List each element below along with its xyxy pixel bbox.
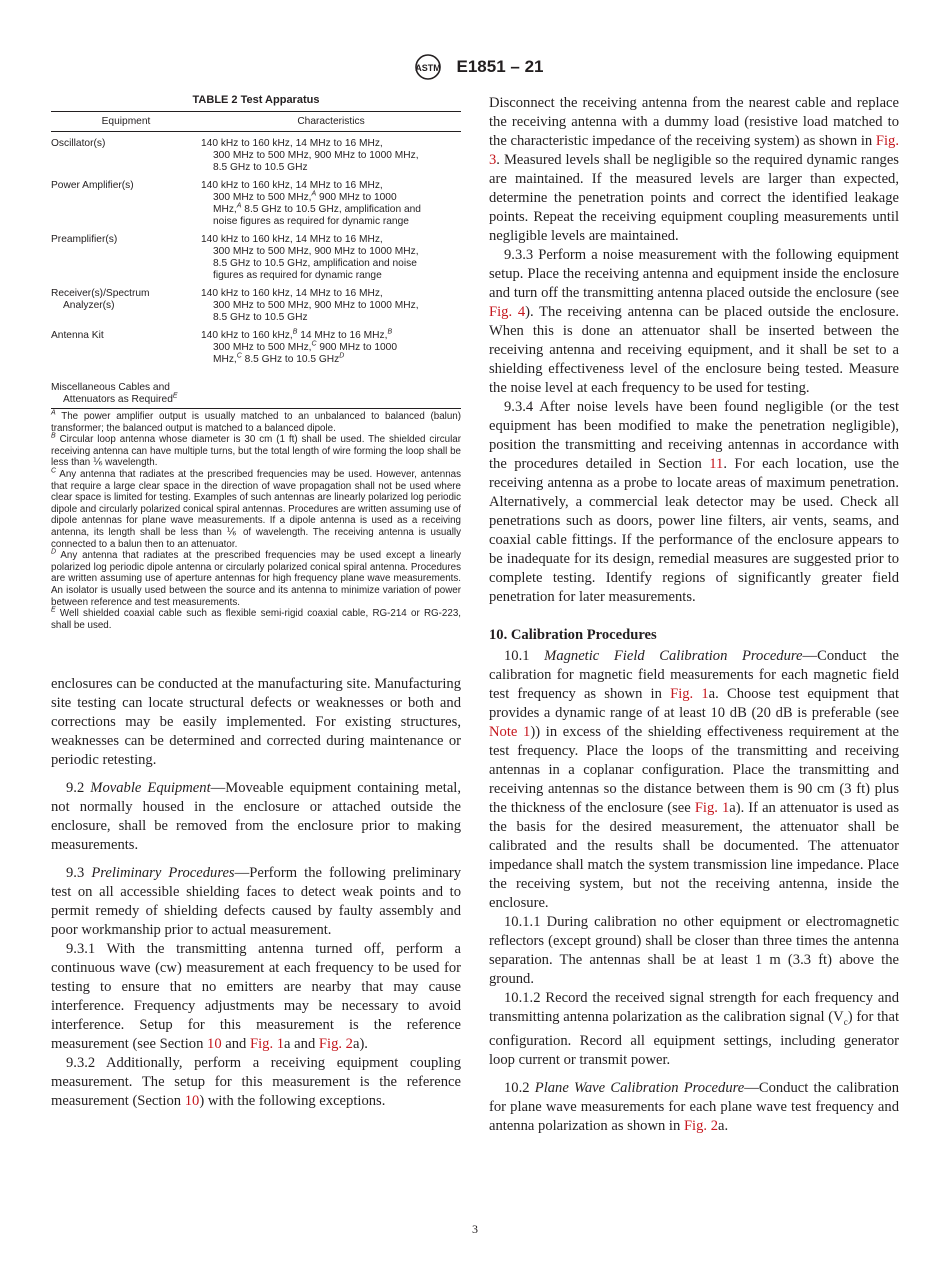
page-number: 3	[472, 1222, 478, 1236]
char-line: 140 kHz to 160 kHz, 14 MHz to 16 MHz,	[201, 138, 383, 149]
footnote-ref: B	[292, 328, 298, 336]
char-line: 8.5 GHz to 10.5 GHz	[213, 162, 308, 173]
footnote-ref: E	[172, 392, 178, 400]
char-line: 140 kHz to 160 kHz, 14 MHz to 16 MHz,	[201, 234, 383, 245]
paragraph-text: —Conduct the calibration for plane wave measurements for each plane wave test frequency and antenna polarization as shown in	[489, 1079, 900, 1134]
paragraph-text: Disconnect the receiving antenna from the nearest cable and replace the receiving antenna with a dummy load (resistive load matched to the characteristic impedance of the receiving system) as shown in	[489, 95, 899, 149]
paragraph-text: 9.3.4 After noise levels have been found negligible (or the test equipment has been modified to make the penetration negligible), position the transmitting and receiving antennas in accordance with the procedures detailed in Section	[489, 399, 899, 472]
paragraph-text: ). The receiving antenna can be placed outside the enclosure. When this is done an attenuator shall be inserted between the receiving antenna and receiving equipment, and it shall be set to a shielding effectiveness level of the enclosure being tested. Measure the noise level at each frequency to be used for testing.	[489, 304, 899, 396]
column-header-characteristics: Characteristics	[201, 112, 461, 132]
footnote-ref: A	[311, 190, 317, 198]
paragraph-text: a). If an attenuator is used as the basis for the desired measurement, the attenuator shall be calibrated and the results shall be documented. The attenuator impedance shall match the system transmission line impedance. Place the receiving system, but not the receiving antenna, inside the enclosure.	[489, 800, 900, 911]
footnote	[51, 434, 461, 469]
section-title: Preliminary Procedures	[91, 865, 235, 882]
equipment-name: Receiver(s)/Spectrum	[51, 288, 150, 299]
footnote-mark: E	[51, 606, 56, 614]
table-row	[51, 174, 461, 228]
paragraph-9-3-4	[489, 398, 899, 607]
char-line: 140 kHz to 160 kHz, 14 MHz to 16 MHz,	[201, 180, 383, 191]
equipment-name: Miscellaneous Cables and	[51, 382, 170, 393]
paragraph-text: )) in excess of the shielding effectiveness requirement at the test frequency. Place the loops of the transmitting and receiving antennas in a coplanar configuration. Place the transmitting and receiving antennas so the distance between them is 90 cm (3 ft) plus the thickness of the enclosure (see	[489, 724, 899, 816]
char-line: 140 kHz to 160 kHz,	[201, 330, 293, 341]
table-row	[51, 228, 461, 282]
table-row	[51, 324, 461, 366]
footnote-text: Circular loop antenna whose diameter is 30 cm (1 ft) shall be used. The shielded circular receiving antenna can have multiple turns, but the total length of wire forming the loop shall be less than ⅙ wavelength.	[51, 434, 461, 469]
paragraph-10-1-1: 10.1.1 During calibration no other equipment or electromagnetic reflectors (except ground) shall be closer than three times the antenna separation. The antennas shall be at least 1 m (3.3 ft) above the ground.	[489, 914, 899, 987]
paragraph-text: a and	[284, 1036, 319, 1053]
left-body-text	[51, 675, 461, 1111]
paragraph-9-3-2	[51, 1054, 461, 1111]
footnote-text: Any antenna that radiates at the prescribed frequencies may be used. However, antennas that require a large clear space in the direction of wave propagation shall not be used where clear space is limited for testing. Examples of such antennas are linearly polarized log periodic dipole and circularly polarized conical spiral antennas. Procedures are written assuming use of dipole antennas for plane wave measurements. If a dipole antenna is used as a receiving antenna, its length shall be less than ⅙ of wavelength. The receiving antenna is usually connected to a balun then to an attenuator.	[51, 468, 461, 550]
char-line: 900 MHz to 1000	[316, 342, 398, 353]
table-footnotes	[51, 411, 461, 631]
footnote-ref: C	[236, 352, 242, 360]
paragraph-text: . Measured levels shall be negligible so the required dynamic ranges are maintained. If the measured levels are larger than expected, determine the penetration points and correct the identified leakage points. Repeat the receiving equipment coupling measurements until negligible levels are maintained.	[489, 152, 899, 244]
section-number: 10.1	[504, 648, 545, 664]
paragraph-10-2	[489, 1079, 899, 1136]
footnote-ref: C	[311, 340, 317, 348]
footnote-mark: D	[51, 548, 57, 556]
char-line: figures as required for dynamic range	[213, 270, 382, 281]
char-line: 14 MHz to 16 MHz,	[297, 330, 388, 341]
section-title: Magnetic Field Calibration Procedure	[544, 648, 803, 664]
section-number: 10.2	[504, 1079, 535, 1096]
paragraph-10-1	[489, 647, 899, 913]
standard-designation: E1851 – 21	[456, 57, 544, 76]
paragraph-text: —Perform the following preliminary test on all accessible shielding faces to detect weak points and to permit remedy of shielding defects caused by faulty assembly and poor workmanship prior to actual measurement.	[51, 865, 461, 939]
figure-link[interactable]: Fig. 1	[694, 800, 730, 816]
footnote-ref: D	[339, 352, 345, 360]
paragraph-text: 9.3.2 Additionally, perform a receiving equipment coupling measurement. The setup for this measurement is the reference measurement (Section	[51, 1055, 461, 1110]
note-link[interactable]: Note 1	[489, 724, 531, 740]
section-heading: 10. Calibration Procedures	[489, 627, 657, 643]
footnote-mark: A	[51, 409, 56, 417]
subscript: c	[843, 1016, 848, 1027]
char-line: 300 MHz to 500 MHz,	[213, 342, 312, 353]
char-line: 140 kHz to 160 kHz, 14 MHz to 16 MHz,	[201, 288, 383, 299]
figure-link[interactable]: Fig. 2	[683, 1117, 718, 1134]
footnote	[51, 550, 461, 608]
char-line: noise figures as required for dynamic range	[213, 216, 409, 227]
page-header	[0, 54, 950, 80]
section-number: 9.3	[66, 865, 92, 882]
section-title: Plane Wave Calibration Procedure	[534, 1079, 745, 1096]
paragraph-9-2	[51, 779, 461, 855]
char-line: 300 MHz to 500 MHz, 900 MHz to 1000 MHz,	[213, 300, 419, 311]
equipment-name: Preamplifier(s)	[51, 234, 118, 245]
paragraph-9-3-1	[51, 940, 461, 1054]
char-line: 900 MHz to 1000	[316, 192, 397, 203]
table-title: TABLE 2 Test Apparatus	[192, 94, 320, 106]
char-line: 8.5 GHz to 10.5 GHz	[241, 354, 340, 365]
char-line: 300 MHz to 500 MHz, 900 MHz to 1000 MHz,	[213, 246, 419, 257]
char-line: 300 MHz to 500 MHz,	[213, 192, 312, 203]
footnote-mark: C	[51, 467, 57, 475]
left-column	[51, 94, 461, 1111]
char-line: 300 MHz to 500 MHz, 900 MHz to 1000 MHz,	[213, 150, 419, 161]
paragraph-text: ) for that configuration. Record all equipment settings, including generator loop current or transmit power.	[489, 1009, 899, 1068]
equipment-name: Attenuators as Required	[63, 394, 173, 405]
paragraph-9-3-3	[489, 246, 899, 398]
footnote-ref: B	[387, 328, 393, 336]
paragraph: enclosures can be conducted at the manufacturing site. Manufacturing site testing can locate structural defects or weaknesses or both and corrections may be easily implemented. For existing structures, weaknesses can be determined and corrected during maintenance or periodic retesting.	[51, 676, 461, 769]
section-number: 9.2	[66, 780, 91, 797]
paragraph-10-1-2	[489, 989, 899, 1070]
equipment-name: Power Amplifier(s)	[51, 180, 134, 191]
char-line: 8.5 GHz to 10.5 GHz, amplification and	[241, 204, 421, 215]
section-title: Movable Equipment	[90, 780, 211, 797]
figure-link[interactable]: Fig. 1	[249, 1036, 285, 1053]
paragraph-text: 10.1.2 Record the received signal strength for each frequency and transmitting antenna polarization as the calibration signal (V	[489, 990, 899, 1025]
column-header-equipment: Equipment	[51, 112, 201, 132]
paragraph-text: ) with the following exceptions.	[199, 1093, 386, 1110]
right-column	[489, 94, 899, 1136]
equipment-name: Analyzer(s)	[63, 300, 115, 311]
svg-text:ASTM: ASTM	[414, 63, 441, 73]
figure-link[interactable]: Fig. 3	[489, 133, 899, 168]
footnote	[51, 411, 461, 434]
paragraph-text: a.	[718, 1117, 729, 1134]
footnote	[51, 608, 461, 631]
paragraph-text: a).	[352, 1036, 368, 1053]
char-line: 8.5 GHz to 10.5 GHz	[213, 312, 308, 323]
figure-link[interactable]: Fig. 4	[489, 304, 526, 320]
table-row	[51, 282, 461, 324]
section-link[interactable]: 11	[709, 456, 724, 472]
figure-link[interactable]: Fig. 2	[318, 1036, 353, 1053]
section-link[interactable]: 10	[207, 1036, 222, 1053]
astm-logo-icon	[407, 54, 449, 80]
char-line: MHz,	[213, 354, 237, 365]
paragraph-text: a. Choose test equipment that provides a dynamic range of at least 10 dB (20 dB is preferable (see	[489, 686, 900, 721]
paragraph-text: 9.3.1 With the transmitting antenna turned off, perform a continuous wave (cw) measurement at each frequency to be used for testing to ensure that no emitters are nearby that may cause interference. Frequency adjustments may be necessary to avoid interference. Setup for this measurement is the reference measurement (see Section	[51, 941, 461, 1053]
footnote-text: Well shielded coaxial cable such as flexible semi-rigid coaxial cable, RG-214 or RG-223, shall be used.	[51, 608, 461, 631]
footnote-ref: A	[236, 202, 242, 210]
table-row	[51, 132, 461, 175]
footnote-mark: B	[51, 432, 56, 440]
paragraph	[489, 94, 899, 246]
figure-link[interactable]: Fig. 1	[670, 686, 709, 702]
paragraph-text: . For each location, use the receiving antenna as a probe to locate areas of maximum penetration. Alternatively, a commercial leak detector may be used. Check all penetrations such as doors, power line filters, air vents, seams, and coaxial cable fittings. If the performance of the enclosure appears to be inadequate for its design, remedial measures are suggested prior to complete testing. Identify regions of significantly greater field penetration for later measurements.	[489, 456, 899, 605]
footnote-text: The power amplifier output is usually matched to an unbalanced to balanced (balun) transformer; the balanced output is matched to a balanced dipole.	[51, 411, 461, 434]
table-row	[51, 366, 461, 409]
paragraph-text: —Conduct the calibration for magnetic field measurements for each magnetic field test frequency as shown in	[489, 648, 900, 702]
test-apparatus-table	[51, 111, 461, 409]
equipment-name: Oscillator(s)	[51, 138, 106, 149]
footnote-text: Any antenna that radiates at the prescribed frequencies may be used except a linearly polarized log periodic dipole antenna or circularly polarized conical spiral antenna. Procedures are written assuming use of aperture antennas for high frequency plane wave measurements. An isolator is usually used between the source and its antenna to minimize variation of power between reference and test measurements.	[51, 550, 461, 608]
paragraph-9-3	[51, 864, 461, 940]
footnote	[51, 469, 461, 550]
paragraph-text: and	[221, 1036, 250, 1053]
char-line: 8.5 GHz to 10.5 GHz, amplification and noise	[213, 258, 417, 269]
paragraph-text: —Moveable equipment containing metal, not normally housed in the enclosure or attached outside the enclosure, shall be removed from the enclosure prior to making measurements.	[51, 780, 462, 854]
char-line: MHz,	[213, 204, 237, 215]
equipment-name: Antenna Kit	[51, 330, 104, 341]
paragraph-text: 9.3.3 Perform a noise measurement with the following equipment setup. Place the receiving antenna and equipment inside the enclosure and turn off the transmitting antenna placed outside the enclosure (see	[489, 247, 899, 301]
section-link[interactable]: 10	[184, 1093, 200, 1110]
